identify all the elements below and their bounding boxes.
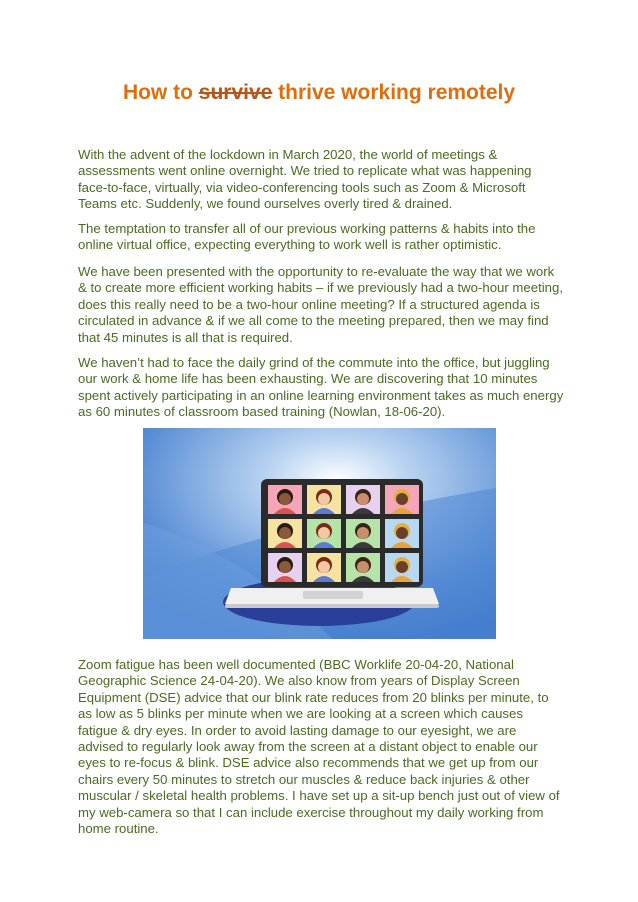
participant-tile xyxy=(268,519,302,548)
participant-tile xyxy=(346,485,380,514)
participant-tile xyxy=(385,553,419,582)
title-prefix: How to xyxy=(122,81,199,104)
page-title xyxy=(0,79,638,107)
title-suffix: thrive working remotely xyxy=(272,81,516,104)
participant-tile xyxy=(268,485,302,514)
title-struck-word: survive xyxy=(198,81,273,104)
participant-tile xyxy=(307,553,341,582)
participant-tile xyxy=(307,485,341,514)
paragraph-commute: We haven’t had to face the daily grind of the commute into the office, but juggling our work & home life has been exhausting. We are discovering that 10 minutes spent actively participating in an online learning environment takes as much energy as 60 minutes of classroom based training (Nowlan, 18-06-20). xyxy=(78,355,564,420)
participant-tile xyxy=(346,553,380,582)
video-conference-illustration xyxy=(143,428,496,639)
paragraph-temptation: The temptation to transfer all of our previous working patterns & habits into the online virtual office, expecting everything to work well is rather optimistic. xyxy=(78,221,536,253)
participant-tile xyxy=(385,485,419,514)
participant-tile xyxy=(346,519,380,548)
participant-tile xyxy=(385,519,419,548)
video-conference-laptop-icon xyxy=(143,428,496,639)
participant-tile xyxy=(268,553,302,582)
paragraph-opportunity: We have been presented with the opportunity to re-evaluate the way that we work & to create more efficient working habits – if we previously had a two-hour meeting, does this really need to be a two-hour online meeting? If a structured agenda is circulated in advance & if we all come to the meeting prepared, then we may find that 45 minutes is all that is required. xyxy=(78,264,564,345)
participant-tile xyxy=(307,519,341,548)
paragraph-lockdown: With the advent of the lockdown in March 2020, the world of meetings & assessments went online overnight. We tried to replicate what was happening face-to-face, virtually, via video-conferencing tools such as Zoom & Microsoft Teams etc. Suddenly, we found ourselves overly tired & drained. xyxy=(78,147,532,212)
paragraph-zoom-fatigue: Zoom fatigue has been well documented (BBC Worklife 20-04-20, National Geographic Science 24-04-20). We also know from years of Display Screen Equipment (DSE) advice that our blink rate reduces from 20 blinks per minute, to as low as 5 blinks per minute when we are looking at a screen which causes fatigue & dry eyes. In order to avoid lasting damage to our eyesight, we are advised to regularly look away from the screen at a distant object to enable our eyes to re-focus & blink. DSE advice also recommends that we get up from our chairs every 50 minutes to stretch our muscles & reduce back injuries & other muscular / skeletal health problems. I have set up a sit-up bench just out of view of my web-camera so that I can include exercise throughout my daily working from home routine. xyxy=(78,657,560,837)
